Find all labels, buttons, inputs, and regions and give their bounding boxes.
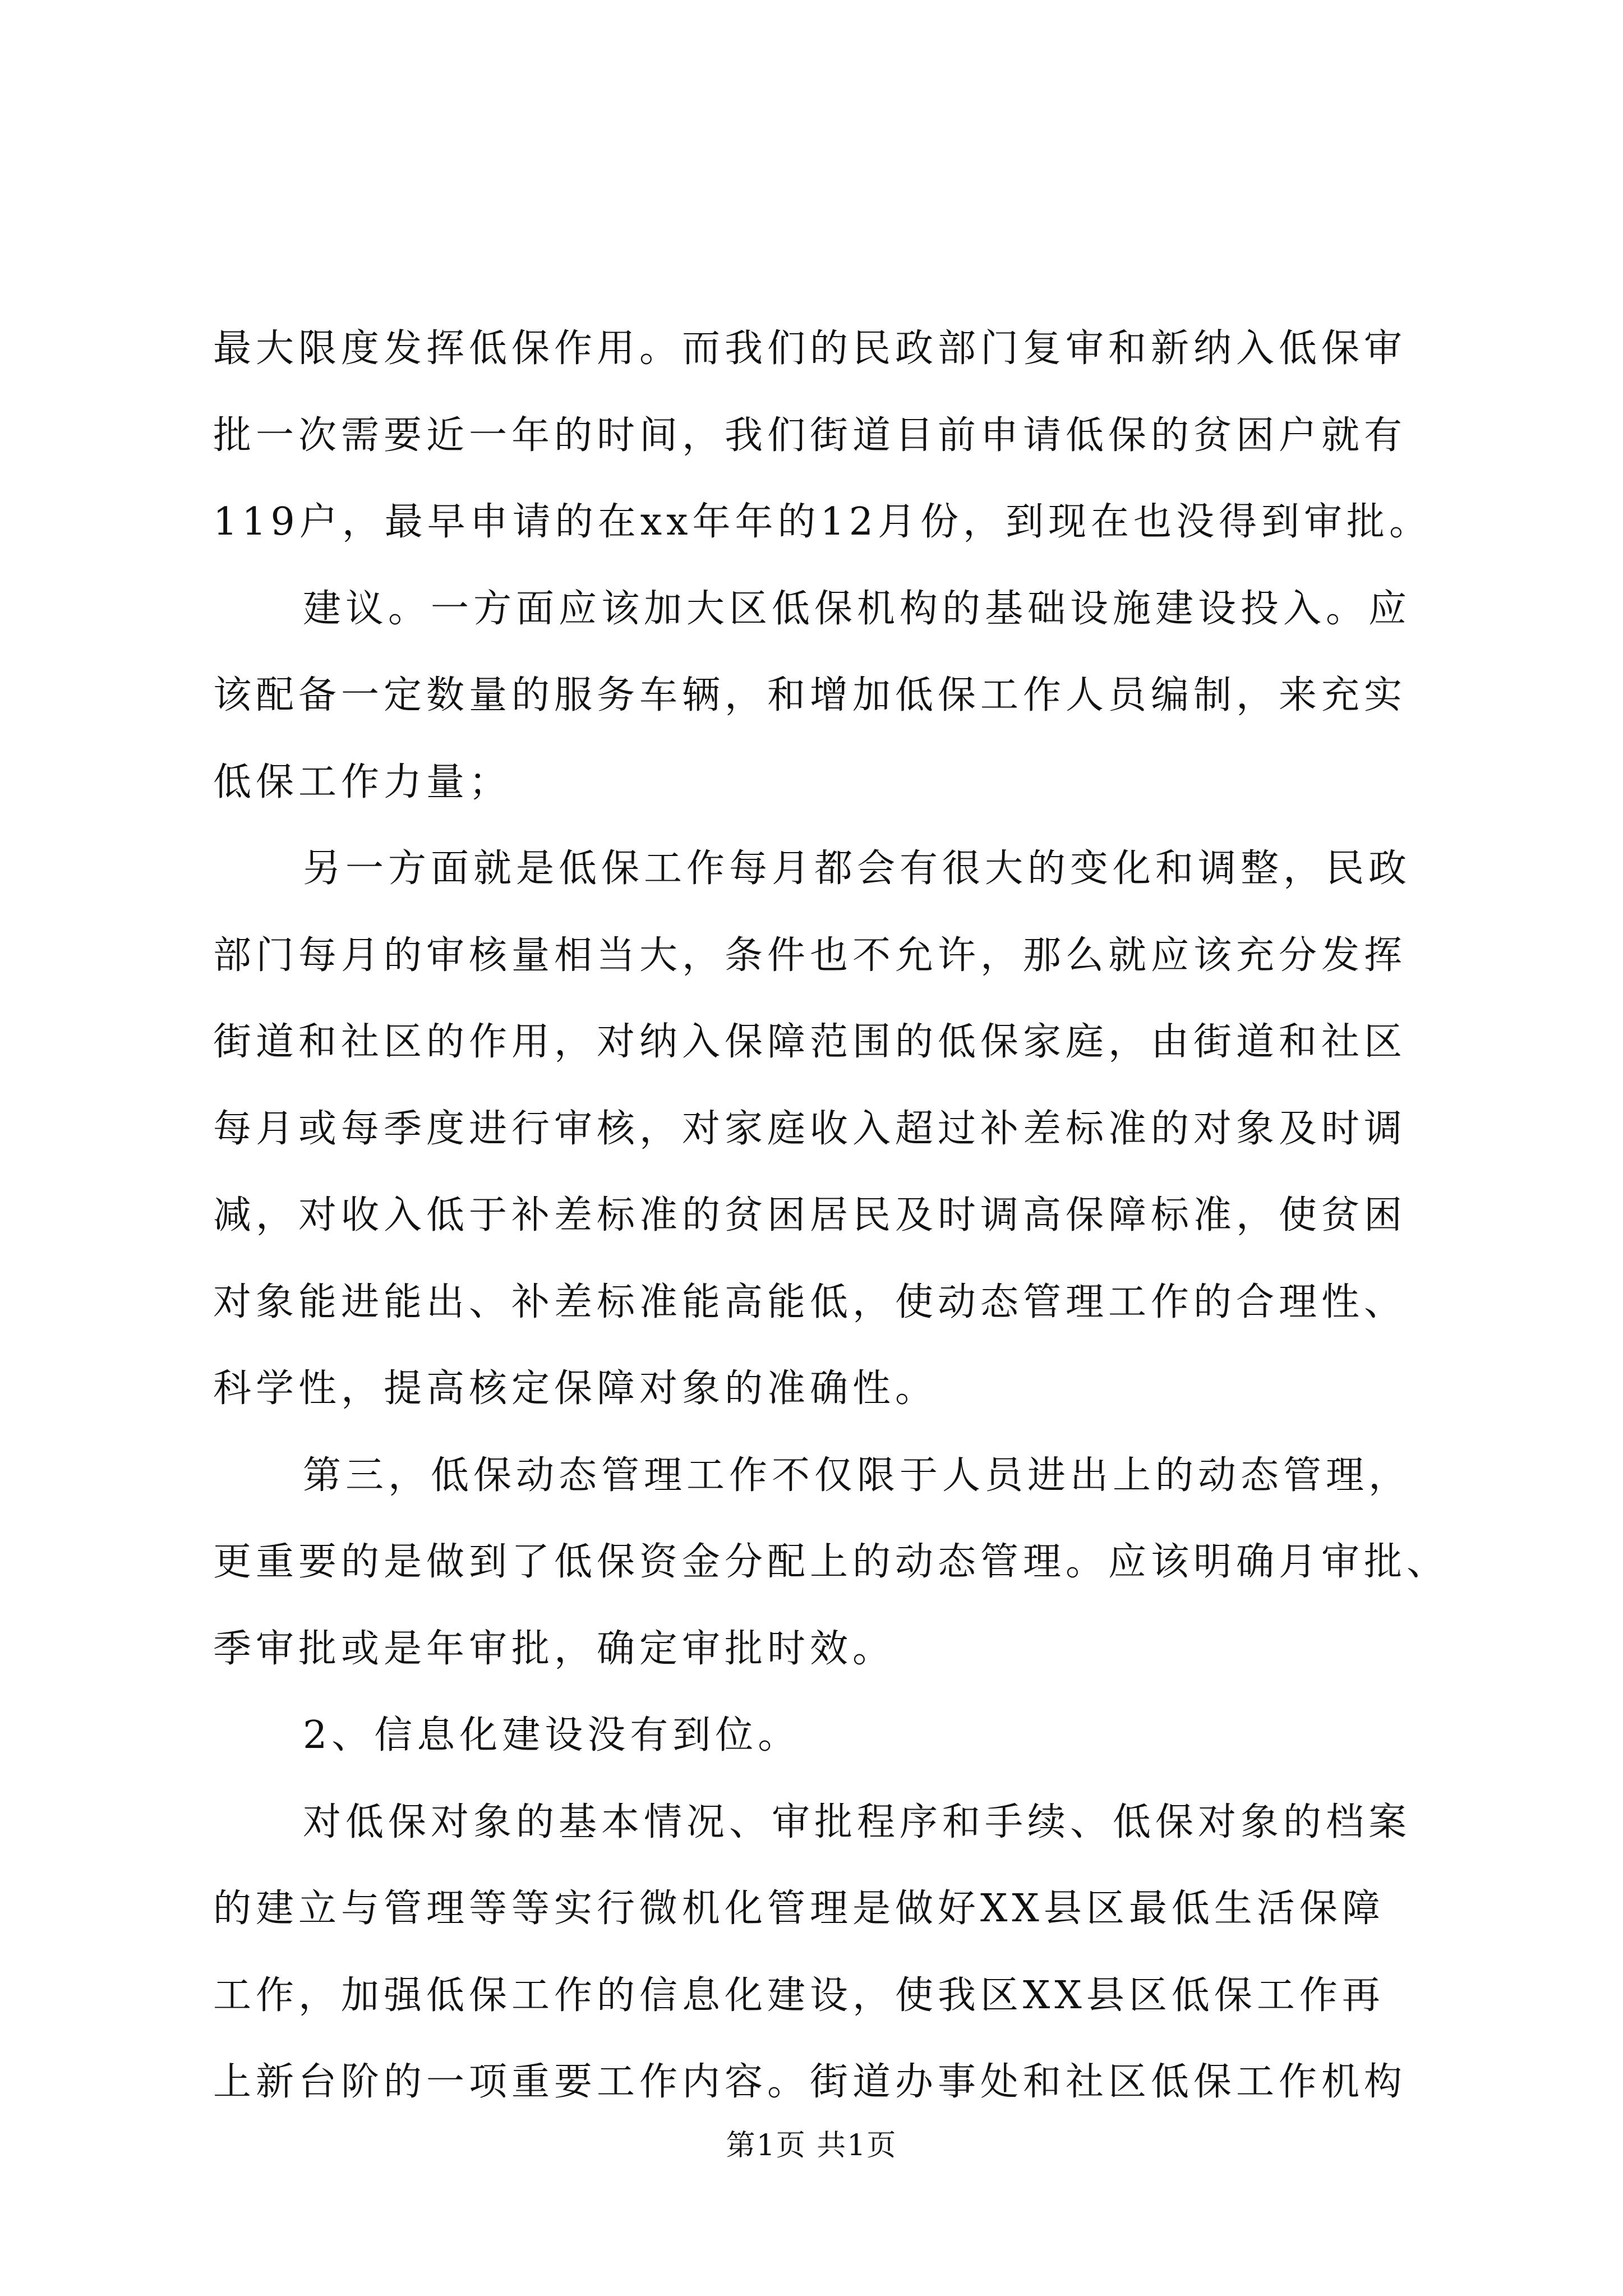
text-line: 季审批或是年审批，确定审批时效。 xyxy=(213,1626,896,1671)
text-line: 每月或每季度进行审核，对家庭收入超过补差标准的对象及时调 xyxy=(213,1106,1407,1151)
text-line: 低保工作力量； xyxy=(213,760,512,804)
text-line: 减，对收入低于补差标准的贫困居民及时调高保障标准，使贫困 xyxy=(213,1193,1407,1237)
page-number-footer: 第1页 共1页 xyxy=(726,2129,897,2162)
text-line: 更重要的是做到了低保资金分配上的动态管理。应该明确月审批、 xyxy=(213,1540,1450,1584)
text-line: 对低保对象的基本情况、审批程序和手续、低保对象的档案 xyxy=(303,1800,1412,1844)
text-line: 建议。一方面应该加大区低保机构的基础设施建设投入。应 xyxy=(303,586,1412,631)
text-line: 该配备一定数量的服务车辆，和增加低保工作人员编制，来充实 xyxy=(213,673,1407,717)
text-line: 科学性，提高核定保障对象的准确性。 xyxy=(213,1366,938,1411)
text-line: 批一次需要近一年的时间，我们街道目前申请低保的贫困户就有 xyxy=(213,413,1407,458)
text-line: 最大限度发挥低保作用。而我们的民政部门复审和新纳入低保审 xyxy=(213,326,1407,371)
text-line: 第三，低保动态管理工作不仅限于人员进出上的动态管理， xyxy=(303,1453,1412,1498)
text-line: 工作，加强低保工作的信息化建设，使我区XX县区低保工作再 xyxy=(213,1973,1385,2018)
text-line: 的建立与管理等等实行微机化管理是做好XX县区最低生活保障 xyxy=(213,1887,1385,1931)
text-line: 街道和社区的作用，对纳入保障范围的低保家庭，由街道和社区 xyxy=(213,1020,1407,1064)
text-line: 2、信息化建设没有到位。 xyxy=(303,1713,801,1757)
text-line: 部门每月的审核量相当大，条件也不允许，那么就应该充分发挥 xyxy=(213,933,1407,978)
document-body xyxy=(213,306,1450,2126)
text-line: 上新台阶的一项重要工作内容。街道办事处和社区低保工作机构 xyxy=(213,2060,1407,2104)
text-line: 另一方面就是低保工作每月都会有很大的变化和调整，民政 xyxy=(303,846,1412,891)
text-line: 119户，最早申请的在xx年年的12月份，到现在也没得到审批。 xyxy=(213,500,1432,544)
text-line: 对象能进能出、补差标准能高能低，使动态管理工作的合理性、 xyxy=(213,1280,1407,1324)
